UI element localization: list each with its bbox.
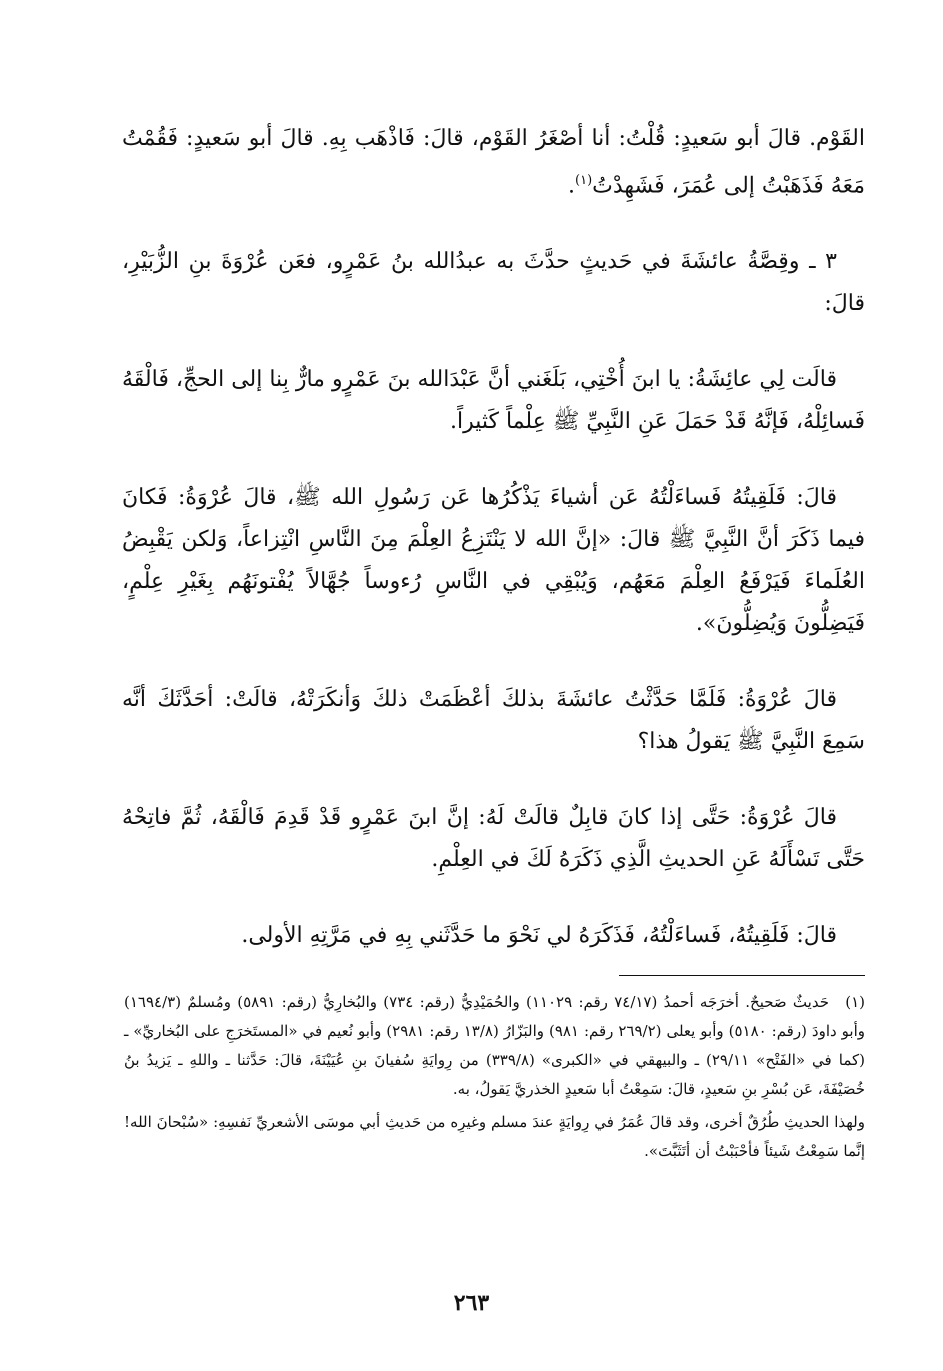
footnote-reference[interactable]: (١) (575, 173, 593, 188)
footnote-text: حَديثٌ صَحيحٌ. أخرَجَه أحمدُ (٧٤/١٧ رقم: ١١٠٢٩) والحُمَيْدِيُّ (رقم: ٧٣٤) والبُخارِيُّ (رقم: ٥٨٩١) ومُسلمٌ (١٦٩٤/٣) وأبو داودَ (رقم: ٥١٨٠) وأبو يعلى (٢٦٩/٢ رقم: ٩٨١) والبَزّارُ (١٣/٨ رقم: ٢٩٨١) وأبو نُعيم في «المستَخرَجِ على البُخاريِّ» ـ (كما في «الفَتْح» ٢٩/١١) ـ والبيهقي في «الكبرى» (٣٣٩/٨) من رِوايَةِ سُفيانَ بنِ عُيَيْنَةَ، قالَ: حَدَّثنا ـ واللهِ ـ يَزيدُ بنُ خُصَيْفَةَ، عَن بُسْرِ بنِ سَعيدٍ، قالَ: سَمِعْتُ أبا سَعيدٍ الخذريَّ يَقولُ، به. (124, 993, 865, 1098)
paragraph-4: قالَ: فَلَقِيتُهُ فَساءَلْتُهُ عَن أشياءَ يَذْكُرُها عَن رَسُولِ الله ﷺ، قالَ عُرْوَةُ: فَكانَ فيما ذَكَرَ أنَّ النَّبِيَّ ﷺ قالَ: «إنَّ الله لا يَنْتَزِعُ العِلْمَ مِنَ النَّاسِ انْتِزاعاً، وَلكن يَقْبِضُ العُلَماءَ فَيَرْفَعُ العِلْمَ مَعَهُم، وَيُبْقِي في النَّاسِ رُءوساً جُهَّالاً يُفْتونَهُم بِغَيْرِ عِلْمٍ، فَيَضِلُّونَ وَيُضِلُّونَ». (122, 485, 865, 637)
footnote-separator (619, 975, 865, 976)
footnote-number: (١) (845, 993, 865, 1011)
footnote-note: ولهذا الحديثِ طُرُقٌ أخرى، وقد قالَ عُمَرُ في رِوايَةٍ عندَ مسلم وغيرِه من حَديثِ أبي موسَى الأشعريِّ نَفسِهِ: «سُبْحانَ الله! إنَّما سَمِعْتُ شَيئاً فأحْبَبْتُ أن أتَثَبَّتَ». (124, 1113, 865, 1160)
paragraph-3: قالَت لِي عائِشَةُ: يا ابنَ أُخْتِي، بَلَغَني أنَّ عَبْدَالله بنَ عَمْرٍو مارٌّ بِنا إلى الحجِّ، فَالْقَهُ فَسائِلْهُ، فَإنَّهُ قَدْ حَمَلَ عَنِ النَّبِيِّ ﷺ عِلْماً كَثيراً. (122, 367, 865, 435)
footnotes (124, 988, 865, 1166)
page-number: ٢٦٣ (453, 1290, 490, 1316)
footnote-1 (124, 988, 865, 1104)
paragraph-1: القَوْم. قالَ أبو سَعيدٍ: قُلْتُ: أنا أصْغَرُ القَوْم، قالَ: فَاذْهَب بِهِ. قالَ أبو سَعيدٍ: فَقُمْتُ مَعَهُ فَذَهَبْتُ إلى عُمَرَ، فَشَهِدْتُ$^{(١)}$. (122, 126, 865, 199)
paragraph-2: ٣ ـ وقِصَّةُ عائشَةَ في حَديثٍ حدَّثَ به عبدُالله بنُ عَمْرٍو، فعَن عُرْوَةَ بنِ الزُّبَيْرِ، قالَ: (122, 249, 865, 317)
paragraph-7: قالَ: فَلَقِيتُهُ، فَساءَلْتُهُ، فَذَكَرَهُ لي نَحْوَ ما حَدَّثَني بِهِ في مَرَّتِهِ الأولى. (241, 923, 837, 949)
main-text (122, 118, 865, 991)
paragraph-6: قالَ عُرْوَةُ: حَتَّى إذا كانَ قابِلٌ قالَتْ لَهُ: إنَّ ابنَ عَمْرٍو قَدْ قَدِمَ فَالْقَهُ، ثُمَّ فاتِحْهُ حَتَّى تَسْأَلَهُ عَنِ الحديثِ الَّذِي ذَكَرَهُ لَكَ في العِلْمِ. (122, 805, 865, 873)
paragraph-5: قالَ عُرْوَةُ: فَلَمَّا حَدَّثْتُ عائشَةَ بذلكَ أعْظَمَتْ ذلكَ وَأنكَرَتْهُ، قالَتْ: أحَدَّثَكَ أنَّه سَمِعَ النَّبِيَّ ﷺ يَقولُ هذا؟ (122, 687, 865, 755)
